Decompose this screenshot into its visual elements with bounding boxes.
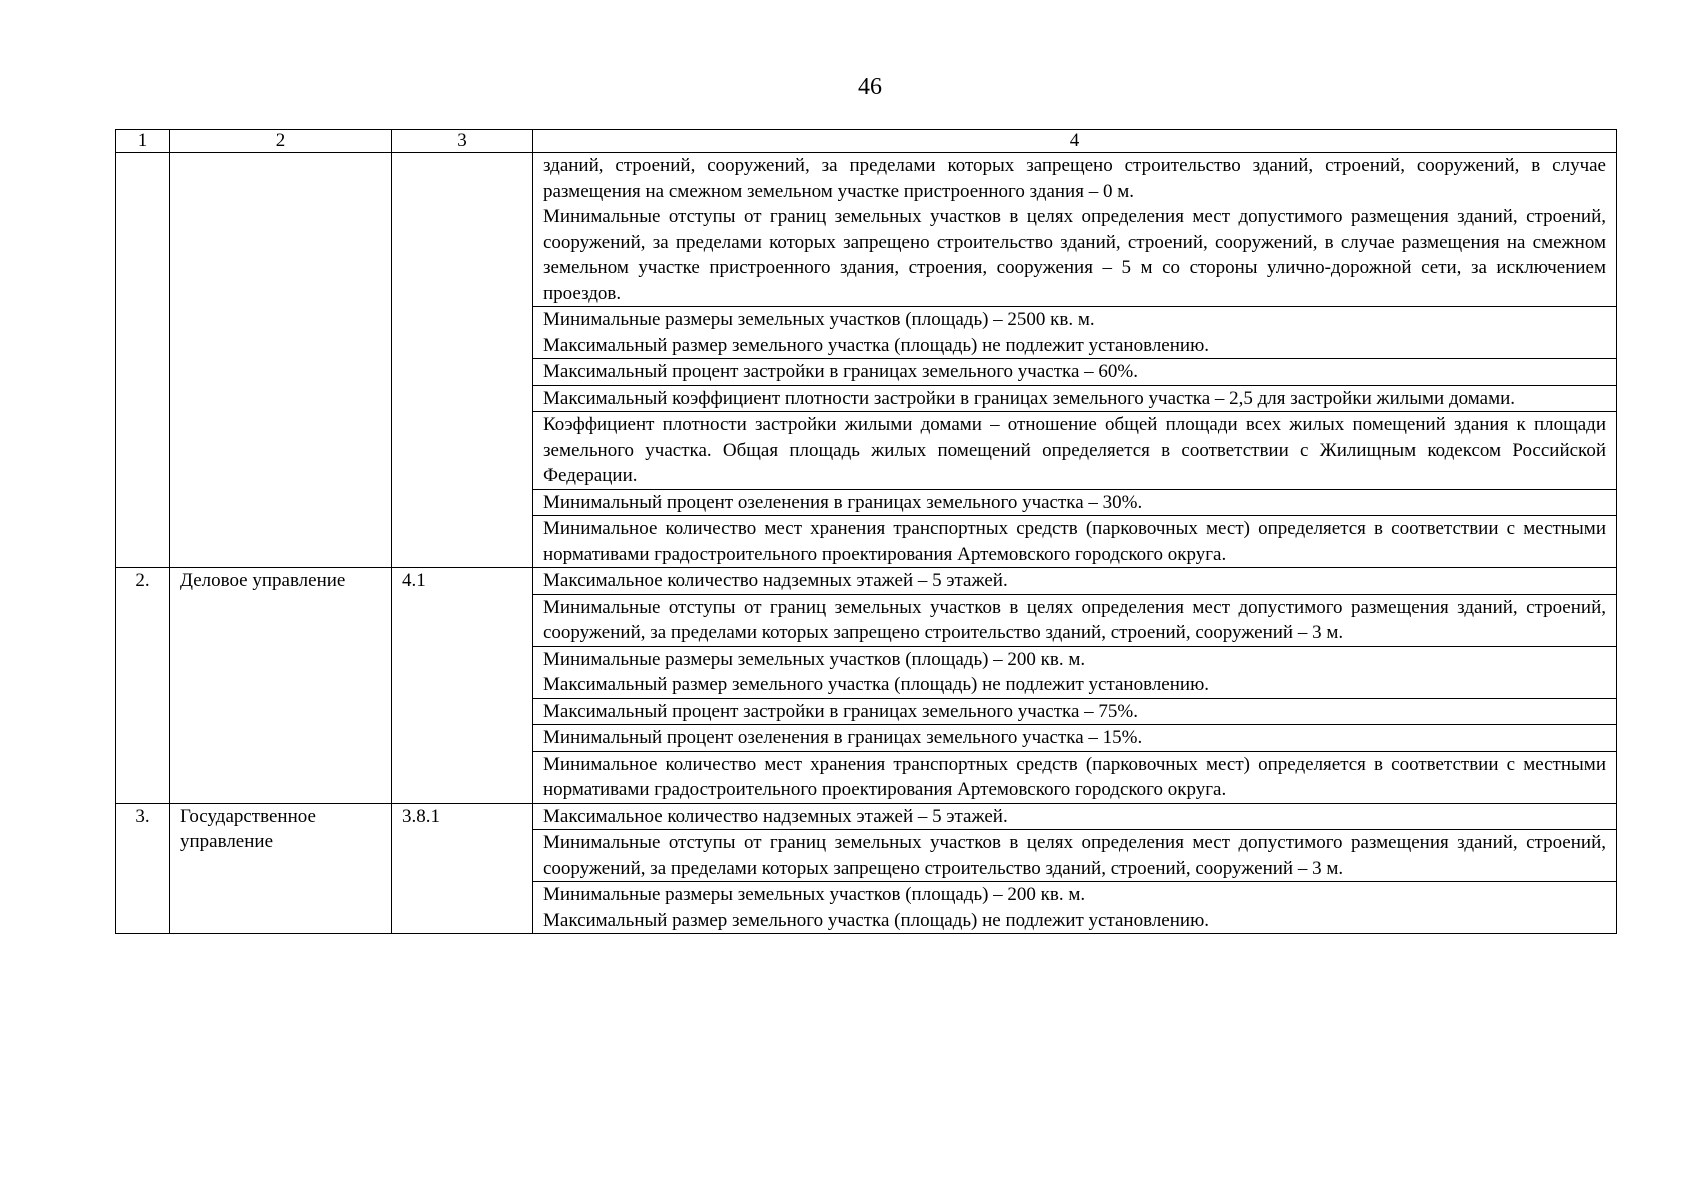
row-number-cell: 2. (116, 568, 170, 804)
parameter-text: Максимальный размер земельного участка (площадь) не подлежит установлению. (543, 909, 1210, 931)
parameter-cell (533, 489, 1617, 516)
page-number: 46 (858, 74, 882, 100)
parameter-cell (533, 698, 1617, 725)
column-header: 1 (116, 130, 170, 153)
parameter-cell (533, 359, 1617, 386)
parameter-cell (533, 830, 1617, 882)
parameter-cell (533, 646, 1617, 698)
column-header: 3 (392, 130, 533, 153)
land-use-code-cell (392, 153, 533, 568)
parameter-cell (533, 385, 1617, 412)
parameter-cell (533, 882, 1617, 934)
parameter-cell (533, 803, 1617, 830)
parameter-text: Минимальное количество мест хранения транспортных средств (парковочных мест) определяется в соответствии с местными нормативами градостроительного проектирования Артемовского городского округа. (543, 518, 1606, 565)
parameter-text: Максимальное количество надземных этажей – 5 этажей. (543, 805, 1008, 827)
table-row (116, 153, 1617, 307)
table-header-row (116, 130, 1617, 153)
parameter-text: Минимальные отступы от границ земельных участков в целях определения мест допустимого размещения зданий, строений, сооружений, за пределами которых запрещено строительство зданий, строений, сооружений – 3 м. (543, 832, 1606, 879)
parameter-text: Коэффициент плотности застройки жилыми домами – отношение общей площади всех жилых помещений здания к площади земельного участка. Общая площадь жилых помещений определяется в соответствии с Жилищным кодексом Российской Федерации. (543, 414, 1606, 486)
land-use-name-cell: Государственное управление (170, 803, 392, 934)
parameter-text: Максимальный процент застройки в границах земельного участка – 75%. (543, 700, 1138, 722)
parameter-cell (533, 725, 1617, 752)
parameter-cell (533, 568, 1617, 595)
parameter-text: Минимальные отступы от границ земельных участков в целях определения мест допустимого размещения зданий, строений, сооружений, за пределами которых запрещено строительство зданий, строений, сооружений – 3 м. (543, 596, 1606, 643)
parameter-cell (533, 751, 1617, 803)
parameter-cell (533, 412, 1617, 490)
parameter-text: Максимальное количество надземных этажей – 5 этажей. (543, 570, 1008, 591)
parameter-text: Максимальный процент застройки в границах земельного участка – 60%. (543, 361, 1138, 382)
column-header: 2 (170, 130, 392, 153)
column-header: 4 (533, 130, 1617, 153)
parameter-text: Минимальный процент озеленения в границах земельного участка – 15%. (543, 727, 1143, 748)
parameter-text: Минимальные размеры земельных участков (площадь) – 2500 кв. м. (543, 309, 1095, 330)
parameter-text: Минимальное количество мест хранения транспортных средств (парковочных мест) определяется в соответствии с местными нормативами градостроительного проектирования Артемовского городского округа. (543, 753, 1606, 800)
parameter-text: зданий, строений, сооружений, за пределами которых запрещено строительство зданий, строений, сооружений, в случае размещения на смежном земельном участке пристроенного здания – 0 м. (543, 155, 1606, 202)
parameter-cell (533, 594, 1617, 646)
table-body (116, 130, 1617, 934)
regulations-table (115, 129, 1617, 934)
parameter-text: Минимальные отступы от границ земельных участков в целях определения мест допустимого размещения зданий, строений, сооружений, за пределами которых запрещено строительство зданий, строений, сооружений, в случае размещения на смежном земельном участке пристроенного здания, строения, сооружения – 5 м со стороны улично-дорожной сети, за исключением проездов. (543, 206, 1606, 304)
parameter-text: Максимальный размер земельного участка (площадь) не подлежит установлению. (543, 334, 1210, 356)
parameter-text: Минимальные размеры земельных участков (площадь) – 200 кв. м. (543, 884, 1086, 905)
parameter-cell (533, 153, 1617, 307)
land-use-name-cell: Деловое управление (170, 568, 392, 804)
parameter-text: Минимальные размеры земельных участков (площадь) – 200 кв. м. (543, 648, 1086, 670)
parameter-cell (533, 307, 1617, 359)
parameter-text: Максимальный размер земельного участка (площадь) не подлежит установлению. (543, 674, 1210, 695)
parameter-cell (533, 516, 1617, 568)
land-use-name-cell (170, 153, 392, 568)
table-row (116, 803, 1617, 830)
parameter-text: Максимальный коэффициент плотности застройки в границах земельного участка – 2,5 для застройки жилыми домами. (543, 387, 1516, 409)
land-use-code-cell: 3.8.1 (392, 803, 533, 934)
parameter-text: Минимальный процент озеленения в границах земельного участка – 30%. (543, 491, 1143, 513)
table-row (116, 568, 1617, 595)
row-number-cell (116, 153, 170, 568)
land-use-code-cell: 4.1 (392, 568, 533, 804)
row-number-cell: 3. (116, 803, 170, 934)
